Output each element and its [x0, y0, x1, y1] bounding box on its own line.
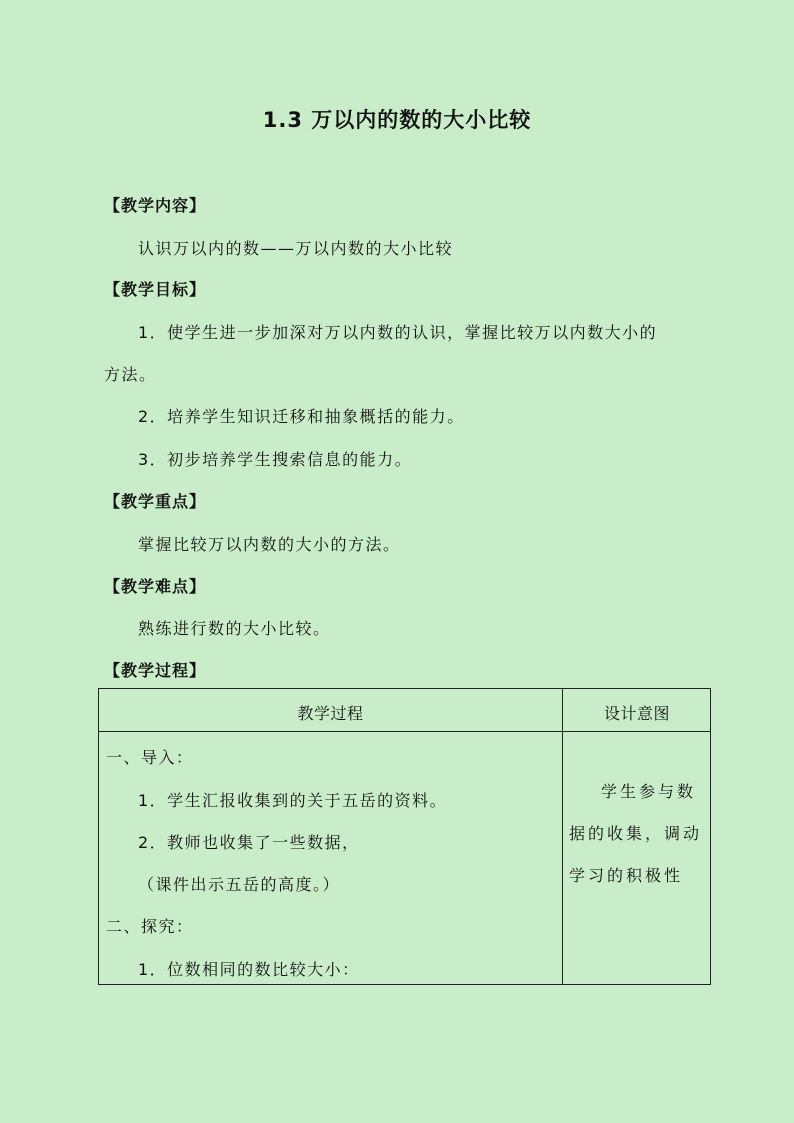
heading-key-points: 【教学重点】	[104, 492, 207, 511]
table-row-step-2: 2．教师也收集了一些数据，	[138, 833, 360, 852]
table-row-step-1: 1．学生汇报收集到的关于五岳的资料。	[138, 791, 448, 810]
goal-item-1-line-2: 方法。	[104, 365, 157, 384]
table-row-courseware-note: （课件出示五岳的高度。）	[138, 875, 341, 894]
table-header-process: 教学过程	[297, 704, 364, 723]
heading-teaching-goals: 【教学目标】	[104, 280, 207, 299]
heading-teaching-content: 【教学内容】	[104, 196, 207, 215]
table-row-explore: 二、探究：	[106, 917, 194, 936]
teaching-content-text: 认识万以内的数——万以内数的大小比较	[138, 239, 454, 258]
page-title: 1.3 万以内的数的大小比较	[262, 108, 532, 132]
goal-item-1-line-1: 1．使学生进一步加深对万以内数的认识，掌握比较万以内数大小的	[138, 323, 658, 342]
table-row-explore-step-1: 1．位数相同的数比较大小：	[138, 960, 360, 979]
table-header-design: 设计意图	[603, 704, 670, 723]
goal-item-2: 2．培养学生知识迁移和抽象概括的能力。	[138, 407, 465, 426]
difficulties-text: 熟练进行数的大小比较。	[138, 619, 331, 638]
table-header-divider	[99, 731, 710, 732]
heading-teaching-process: 【教学过程】	[104, 661, 207, 680]
teaching-process-table	[98, 688, 711, 985]
design-intent-note: 学生参与数据的收集，调动学习的积极性	[569, 782, 703, 885]
table-row-intro: 一、导入：	[106, 748, 194, 767]
table-column-divider	[562, 689, 563, 984]
goal-item-3: 3．初步培养学生搜索信息的能力。	[138, 450, 413, 469]
heading-difficulties: 【教学难点】	[104, 577, 207, 596]
key-points-text: 掌握比较万以内数的大小的方法。	[138, 535, 401, 554]
